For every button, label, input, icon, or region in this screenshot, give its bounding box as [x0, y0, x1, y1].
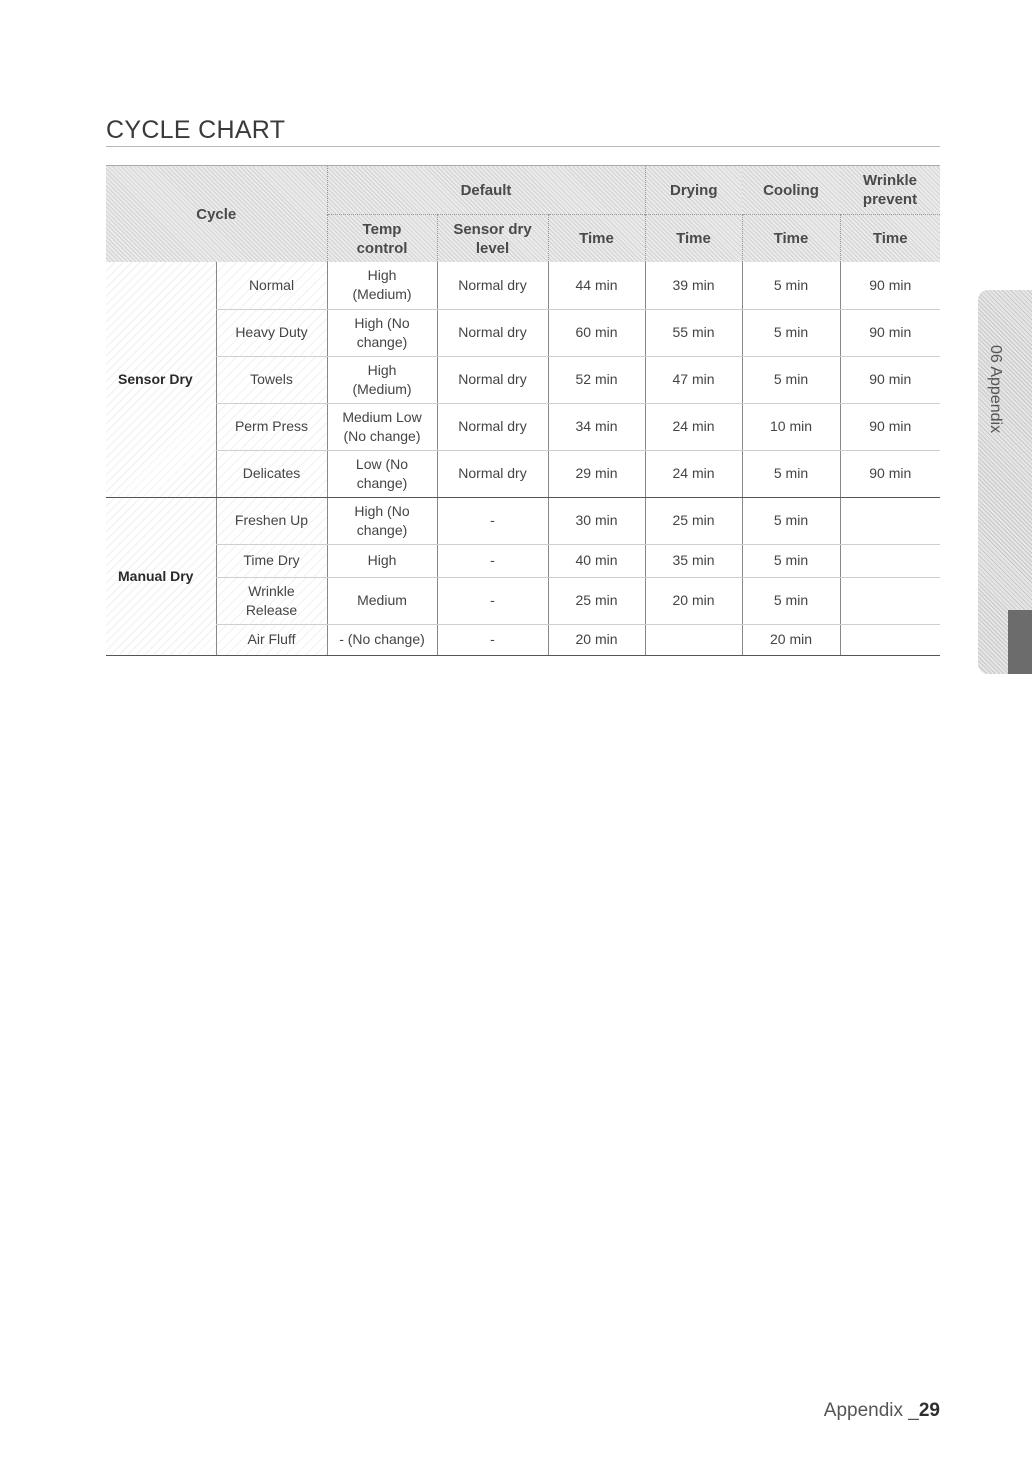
header-drying-time: Time — [645, 215, 742, 263]
sensor-level-cell: Normal dry — [437, 309, 548, 356]
temp-control-cell: High (No change) — [327, 309, 437, 356]
drying-time-cell: 47 min — [645, 356, 742, 403]
header-wrinkle-time: Time — [840, 215, 940, 263]
cycle-chart-table — [106, 165, 940, 656]
cycle-name: Perm Press — [216, 403, 327, 450]
default-time-cell: 60 min — [548, 309, 645, 356]
table-row — [106, 624, 940, 655]
sensor-level-cell: - — [437, 624, 548, 655]
wrinkle-time-cell — [840, 577, 940, 624]
wrinkle-time-cell: 90 min — [840, 356, 940, 403]
drying-time-cell: 20 min — [645, 577, 742, 624]
temp-control-cell: High (Medium) — [327, 262, 437, 309]
wrinkle-time-cell: 90 min — [840, 403, 940, 450]
header-cycle: Cycle — [106, 166, 327, 263]
cooling-time-cell: 5 min — [742, 356, 840, 403]
temp-control-cell: High (No change) — [327, 497, 437, 544]
drying-time-cell: 25 min — [645, 497, 742, 544]
cycle-name: Towels — [216, 356, 327, 403]
drying-time-cell: 55 min — [645, 309, 742, 356]
drying-time-cell: 24 min — [645, 450, 742, 497]
sensor-level-cell: Normal dry — [437, 450, 548, 497]
drying-time-cell: 39 min — [645, 262, 742, 309]
temp-control-cell: Medium Low (No change) — [327, 403, 437, 450]
temp-control-cell: Medium — [327, 577, 437, 624]
wrinkle-time-cell — [840, 497, 940, 544]
cycle-name: Heavy Duty — [216, 309, 327, 356]
temp-control-cell: Low (No change) — [327, 450, 437, 497]
default-time-cell: 34 min — [548, 403, 645, 450]
table-row — [106, 262, 940, 309]
cooling-time-cell: 5 min — [742, 262, 840, 309]
table-row — [106, 403, 940, 450]
header-default-time: Time — [548, 215, 645, 263]
header-cooling-time: Time — [742, 215, 840, 263]
table-row — [106, 497, 940, 544]
header-row-1 — [106, 166, 940, 215]
cooling-time-cell: 5 min — [742, 544, 840, 577]
table-row — [106, 450, 940, 497]
cooling-time-cell: 5 min — [742, 497, 840, 544]
table-row — [106, 577, 940, 624]
table-row — [106, 356, 940, 403]
wrinkle-time-cell: 90 min — [840, 309, 940, 356]
default-time-cell: 29 min — [548, 450, 645, 497]
sensor-level-cell: Normal dry — [437, 262, 548, 309]
sensor-level-cell: - — [437, 577, 548, 624]
cycle-name: Delicates — [216, 450, 327, 497]
sensor-level-cell: Normal dry — [437, 356, 548, 403]
cooling-time-cell: 20 min — [742, 624, 840, 655]
drying-time-cell: 24 min — [645, 403, 742, 450]
page-footer — [760, 1400, 940, 1422]
group-label-manual-dry: Manual Dry — [106, 497, 216, 655]
default-time-cell: 40 min — [548, 544, 645, 577]
header-cooling: Cooling — [742, 166, 840, 215]
table-row — [106, 309, 940, 356]
temp-control-cell: - (No change) — [327, 624, 437, 655]
table-row — [106, 544, 940, 577]
temp-control-cell: High — [327, 544, 437, 577]
wrinkle-time-cell: 90 min — [840, 450, 940, 497]
cycle-name: Normal — [216, 262, 327, 309]
wrinkle-time-cell: 90 min — [840, 262, 940, 309]
default-time-cell: 25 min — [548, 577, 645, 624]
header-temp-control: Temp control — [327, 215, 437, 263]
cycle-name: Time Dry — [216, 544, 327, 577]
page-number: 29 — [918, 1400, 940, 1421]
sensor-level-cell: - — [437, 544, 548, 577]
default-time-cell: 30 min — [548, 497, 645, 544]
footer-section: Appendix _ — [823, 1400, 919, 1421]
cooling-time-cell: 5 min — [742, 450, 840, 497]
sensor-level-cell: Normal dry — [437, 403, 548, 450]
cooling-time-cell: 10 min — [742, 403, 840, 450]
header-sensor-dry-level: Sensor dry level — [437, 215, 548, 263]
default-time-cell: 20 min — [548, 624, 645, 655]
page-title: CYCLE CHART — [106, 116, 940, 147]
side-tab-marker — [1008, 610, 1032, 674]
header-default: Default — [327, 166, 645, 215]
default-time-cell: 44 min — [548, 262, 645, 309]
drying-time-cell — [645, 624, 742, 655]
wrinkle-time-cell — [840, 624, 940, 655]
temp-control-cell: High (Medium) — [327, 356, 437, 403]
cooling-time-cell: 5 min — [742, 577, 840, 624]
cycle-name: Wrinkle Release — [216, 577, 327, 624]
wrinkle-time-cell — [840, 544, 940, 577]
drying-time-cell: 35 min — [645, 544, 742, 577]
header-drying: Drying — [645, 166, 742, 215]
sensor-level-cell: - — [437, 497, 548, 544]
default-time-cell: 52 min — [548, 356, 645, 403]
header-wrinkle-prevent: Wrinkle prevent — [840, 166, 940, 215]
cooling-time-cell: 5 min — [742, 309, 840, 356]
cycle-name: Air Fluff — [216, 624, 327, 655]
side-tab-label: 06 Appendix — [987, 345, 1004, 434]
group-label-sensor-dry: Sensor Dry — [106, 262, 216, 497]
cycle-name: Freshen Up — [216, 497, 327, 544]
